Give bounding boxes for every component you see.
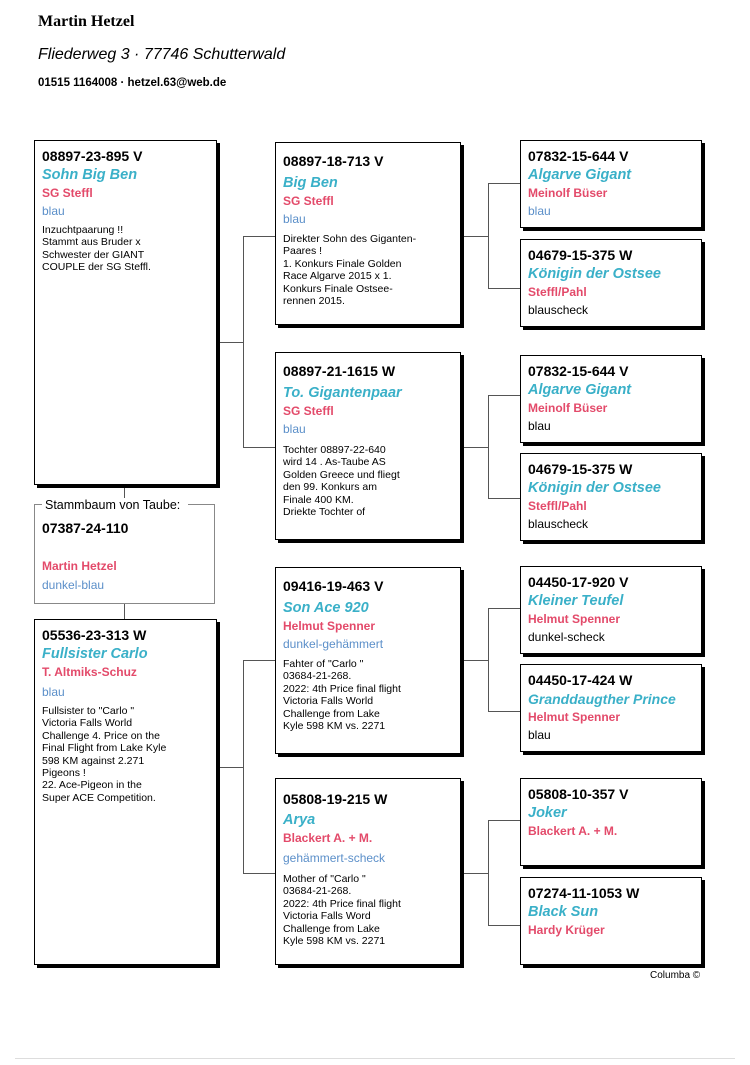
- breeder-address: Fliederweg 3 · 77746 Schutterwald: [38, 46, 286, 63]
- pigeon-name: Königin der Ostsee: [528, 480, 661, 496]
- pigeon-name: Black Sun: [528, 904, 599, 920]
- breeder: Meinolf Büser: [528, 186, 608, 200]
- breeder: Helmut Spenner: [283, 619, 376, 633]
- connector-line: [460, 447, 489, 448]
- connector-line: [488, 288, 520, 289]
- connector-line: [243, 236, 244, 448]
- connector-line: [243, 660, 275, 661]
- software-credit: Columba ©: [650, 970, 701, 981]
- ring-number: 08897-23-895 V: [42, 148, 143, 164]
- ring-number: 09416-19-463 V: [283, 578, 384, 594]
- connector-line: [216, 767, 244, 768]
- connector-line: [488, 183, 489, 289]
- mother-sire-card[interactable]: [275, 567, 461, 754]
- pigeon-name: Königin der Ostsee: [528, 266, 661, 282]
- pigeon-notes: Fahter of "Carlo " 03684-21-268. 2022: 4th Price final flight Victoria Falls World Challenge from Lake Kyle 598 KM vs. 2271: [283, 658, 401, 733]
- connector-line: [488, 608, 489, 712]
- pigeon-notes: Fullsister to "Carlo " Victoria Falls World Challenge 4. Price on the Final Flight from Lake Kyle 598 KM against 2.271 Pigeons ! 22. Ace-Pigeon in the Super ACE Competition.: [42, 705, 167, 804]
- connector-line: [216, 342, 244, 343]
- great-grandparent-card[interactable]: [520, 566, 702, 654]
- pigeon-name: To. Gigantenpaar: [283, 385, 402, 401]
- pigeon-name: Son Ace 920: [283, 600, 369, 616]
- breeder: Steffl/Pahl: [528, 285, 587, 299]
- connector-line: [124, 604, 125, 619]
- connector-line: [243, 660, 244, 874]
- pigeon-color: blauscheck: [528, 517, 589, 531]
- great-grandparent-card[interactable]: [520, 355, 702, 443]
- pigeon-color: gehämmert-scheck: [283, 851, 386, 865]
- connector-line: [243, 873, 275, 874]
- ring-number: 04679-15-375 W: [528, 461, 633, 477]
- connector-line: [488, 183, 520, 184]
- breeder: Blackert A. + M.: [528, 824, 618, 838]
- ring-number: 08897-18-713 V: [283, 153, 384, 169]
- pigeon-color: dunkel-gehämmert: [283, 637, 384, 651]
- page-bottom-rule: [15, 1058, 735, 1059]
- ring-number: 05536-23-313 W: [42, 627, 147, 643]
- great-grandparent-card[interactable]: [520, 664, 702, 752]
- subject-label: Stammbaum von Taube:: [42, 498, 183, 512]
- subject-breeder: Martin Hetzel: [42, 559, 117, 573]
- connector-line: [124, 485, 125, 498]
- pigeon-color: blauscheck: [528, 303, 589, 317]
- breeder-contact: 01515 1164008 · hetzel.63@web.de: [38, 77, 227, 89]
- connector-line: [488, 395, 520, 396]
- breeder: Meinolf Büser: [528, 401, 608, 415]
- great-grandparent-card[interactable]: [520, 877, 702, 965]
- connector-line: [488, 711, 520, 712]
- connector-line: [488, 395, 489, 499]
- pigeon-notes: Direkter Sohn des Giganten- Paares ! 1. Konkurs Finale Golden Race Algarve 2015 x 1. Konkurs Finale Ostsee- rennen 2015.: [283, 233, 417, 308]
- pigeon-name: Fullsister Carlo: [42, 646, 148, 662]
- pigeon-color: blau: [283, 422, 306, 436]
- subject-box-border: [188, 504, 215, 505]
- pigeon-color: blau: [42, 204, 65, 218]
- great-grandparent-card[interactable]: [520, 778, 702, 866]
- connector-line: [460, 660, 489, 661]
- pigeon-color: blau: [283, 212, 306, 226]
- connector-line: [243, 447, 275, 448]
- breeder: SG Steffl: [283, 404, 334, 418]
- great-grandparent-card[interactable]: [520, 140, 702, 228]
- pigeon-name: Granddaugther Prince: [528, 691, 676, 707]
- connector-line: [488, 608, 520, 609]
- breeder: Blackert A. + M.: [283, 831, 373, 845]
- connector-line: [243, 236, 275, 237]
- pigeon-notes: Inzuchtpaarung !! Stammt aus Bruder x Schwester der GIANT COUPLE der SG Steffl.: [42, 224, 151, 274]
- connector-line: [488, 820, 520, 821]
- pigeon-color: blau: [528, 728, 551, 742]
- subject-color: dunkel-blau: [42, 578, 105, 592]
- pigeon-color: blau: [42, 685, 65, 699]
- ring-number: 07274-11-1053 W: [528, 885, 640, 901]
- connector-line: [488, 820, 489, 926]
- pigeon-name: Kleiner Teufel: [528, 593, 624, 609]
- connector-line: [488, 925, 520, 926]
- connector-line: [460, 236, 489, 237]
- breeder: SG Steffl: [283, 194, 334, 208]
- pigeon-name: Big Ben: [283, 175, 338, 191]
- ring-number: 05808-10-357 V: [528, 786, 629, 802]
- great-grandparent-card[interactable]: [520, 453, 702, 541]
- subject-ring-number: 07387-24-110: [42, 520, 129, 536]
- pigeon-name: Algarve Gigant: [528, 382, 632, 398]
- pigeon-notes: Tochter 08897-22-640 wird 14 . As-Taube AS Golden Greece und fliegt den 99. Konkurs am Finale 400 KM. Driekte Tochter of: [283, 444, 400, 519]
- breeder: T. Altmiks-Schuz: [42, 665, 137, 679]
- ring-number: 07832-15-644 V: [528, 148, 629, 164]
- pigeon-color: blau: [528, 419, 551, 433]
- ring-number: 04450-17-424 W: [528, 672, 633, 688]
- pigeon-name: Joker: [528, 805, 567, 821]
- father-sire-card[interactable]: [275, 142, 461, 325]
- great-grandparent-card[interactable]: [520, 239, 702, 327]
- pigeon-notes: Mother of "Carlo " 03684-21-268. 2022: 4th Price final flight Victoria Falls Word Challenge from Lake Kyle 598 KM vs. 2271: [283, 873, 401, 948]
- mother-dam-card[interactable]: [275, 778, 461, 965]
- breeder: Hardy Krüger: [528, 923, 605, 937]
- ring-number: 05808-19-215 W: [283, 791, 388, 807]
- ring-number: 08897-21-1615 W: [283, 363, 396, 379]
- father-dam-card[interactable]: [275, 352, 461, 540]
- breeder-name: Martin Hetzel: [38, 13, 135, 30]
- breeder: Steffl/Pahl: [528, 499, 587, 513]
- ring-number: 04450-17-920 V: [528, 574, 629, 590]
- breeder: Helmut Spenner: [528, 710, 621, 724]
- connector-line: [488, 498, 520, 499]
- mother-card[interactable]: [34, 619, 217, 965]
- pigeon-name: Sohn Big Ben: [42, 167, 138, 183]
- father-card[interactable]: [34, 140, 217, 485]
- breeder: SG Steffl: [42, 186, 93, 200]
- pigeon-color: dunkel-scheck: [528, 630, 605, 644]
- breeder: Helmut Spenner: [528, 612, 621, 626]
- ring-number: 04679-15-375 W: [528, 247, 633, 263]
- ring-number: 07832-15-644 V: [528, 363, 629, 379]
- connector-line: [460, 873, 489, 874]
- pigeon-color: blau: [528, 204, 551, 218]
- pigeon-name: Arya: [283, 812, 316, 828]
- pigeon-name: Algarve Gigant: [528, 167, 632, 183]
- subject-box-border: [34, 504, 42, 505]
